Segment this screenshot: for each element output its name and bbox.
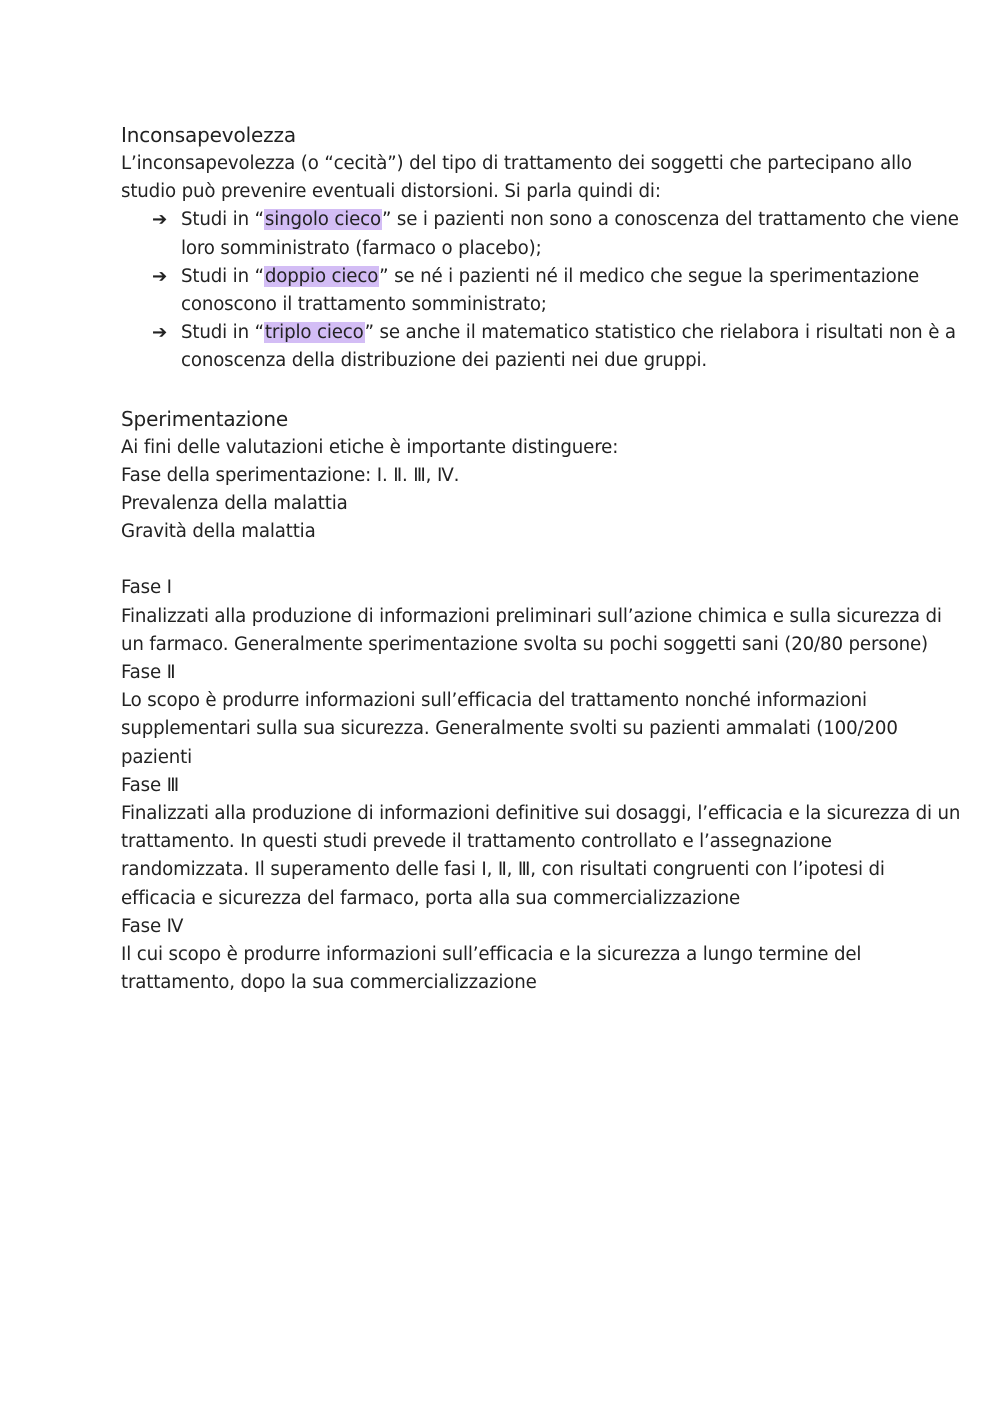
- text-line: Gravità della malattia: [121, 521, 316, 543]
- phase-title: Fase Ⅱ: [121, 662, 176, 684]
- item-text: ” se i pazienti non sono a conoscenza del trattamento che viene loro somministrato (farmaco o placebo);: [181, 209, 959, 259]
- item-text: ” se anche il matematico statistico che rielabora i risultati non è a conoscenza della distribuzione dei pazienti nei due gruppi.: [181, 322, 956, 372]
- item-prefix: Studi in “: [181, 209, 264, 231]
- arrow-right-icon: ➔: [152, 265, 168, 287]
- spacer: [121, 546, 961, 574]
- text-line: Prevalenza della malattia: [121, 493, 348, 515]
- text-line: Ai fini delle valutazioni etiche è importante distinguere:: [121, 436, 619, 458]
- list-item: [121, 263, 961, 319]
- phase-text: Lo scopo è produrre informazioni sull’efficacia del trattamento nonché informazioni supplementari sulla sua sicurezza. Generalmente svolti su pazienti ammalati (100/200 pazienti: [121, 690, 898, 768]
- phase-title: Fase Ⅳ: [121, 915, 184, 937]
- list-item: [121, 206, 961, 262]
- highlighted-term: singolo cieco: [264, 209, 381, 231]
- text-line: Fase della sperimentazione: Ⅰ. Ⅱ. Ⅲ, Ⅳ.: [121, 464, 460, 486]
- blinding-list: [121, 206, 961, 375]
- phase-text: Finalizzati alla produzione di informazioni preliminari sull’azione chimica e sulla sicurezza di un farmaco. Generalmente sperimentazione svolta su pochi soggetti sani (20/80 persone): [121, 605, 942, 655]
- phase-text: Il cui scopo è produrre informazioni sull’efficacia e la sicurezza a lungo termine del trattamento, dopo la sua commercializzazione: [121, 944, 862, 994]
- document-page: [121, 120, 961, 997]
- list-item: [121, 319, 961, 375]
- arrow-right-icon: ➔: [152, 209, 168, 231]
- section-title-inconsapevolezza: Inconsapevolezza: [121, 123, 296, 147]
- highlighted-term: doppio cieco: [264, 265, 379, 287]
- section-intro: L’inconsapevolezza (o “cecità”) del tipo di trattamento dei soggetti che partecipano allo studio può prevenire eventuali distorsioni. Si parla quindi di:: [121, 153, 912, 203]
- phase-title: Fase Ⅰ: [121, 577, 172, 599]
- arrow-right-icon: ➔: [152, 322, 168, 344]
- spacer: [121, 376, 961, 404]
- phase-text: Finalizzati alla produzione di informazioni definitive sui dosaggi, l’efficacia e la sicurezza di un trattamento. In questi studi prevede il trattamento controllato e l’assegnazione randomizzata. Il superamento delle fasi Ⅰ, Ⅱ, Ⅲ, con risultati congruenti con l’ipotesi di efficacia e sicurezza del farmaco, porta alla sua commercializzazione: [121, 803, 961, 909]
- phase-title: Fase Ⅲ: [121, 774, 180, 796]
- highlighted-term: triplo cieco: [264, 322, 364, 344]
- item-text: ” se né i pazienti né il medico che segue la sperimentazione conoscono il trattamento somministrato;: [181, 265, 920, 316]
- item-prefix: Studi in “: [181, 265, 264, 287]
- item-prefix: Studi in “: [181, 322, 264, 344]
- section-title-sperimentazione: Sperimentazione: [121, 406, 289, 431]
